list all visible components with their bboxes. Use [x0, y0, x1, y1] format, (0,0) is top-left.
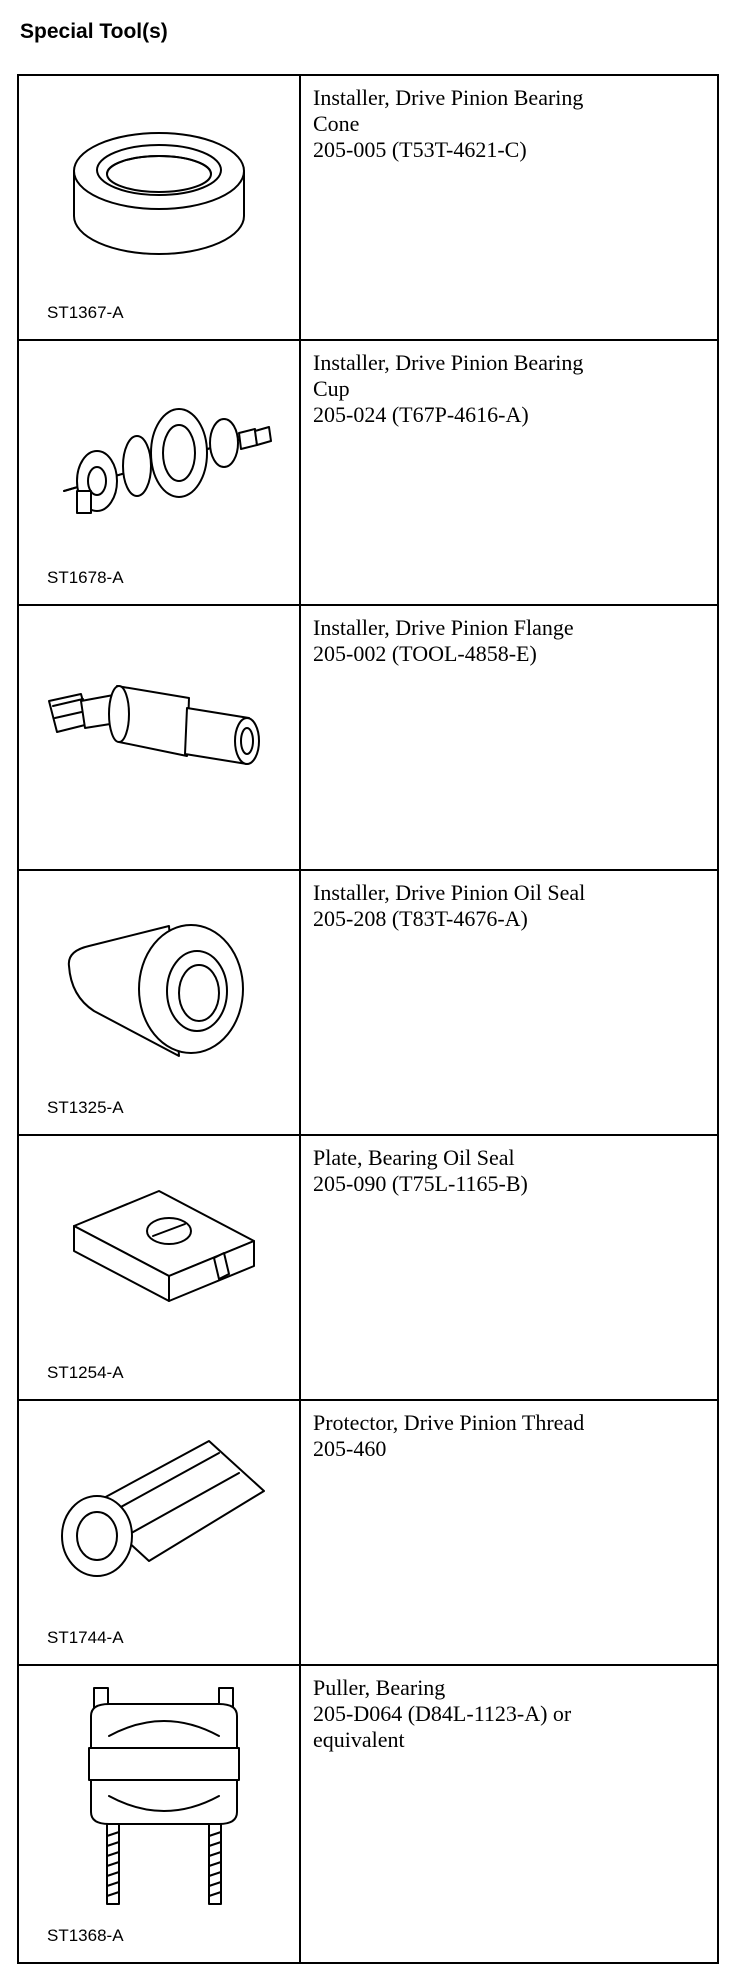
tool-illustration-cell	[18, 340, 300, 605]
tool-row	[18, 75, 718, 340]
page-heading: Special Tool(s)	[20, 20, 168, 43]
tool-image-code: ST1254-A	[47, 1363, 124, 1382]
tool-description	[300, 1400, 718, 1665]
tool-image-code: ST1368-A	[47, 1926, 124, 1945]
tool-description	[300, 75, 718, 340]
tool-image-code: ST1325-A	[47, 1098, 124, 1117]
bearing-puller-icon	[19, 1666, 299, 1926]
special-tools-table	[17, 74, 719, 1964]
tool-description	[300, 1665, 718, 1963]
tool-number: 205-460	[313, 1436, 387, 1461]
tool-row	[18, 605, 718, 870]
cup-installer-icon	[19, 341, 299, 571]
tool-row	[18, 1665, 718, 1963]
tool-number: 205-024 (T67P-4616-A)	[313, 402, 529, 427]
tool-row	[18, 340, 718, 605]
tool-name: Installer, Drive Pinion Oil Seal	[313, 880, 586, 905]
seal-plate-icon	[19, 1136, 299, 1366]
tool-image-code: ST1367-A	[47, 303, 124, 322]
tool-name: Plate, Bearing Oil Seal	[313, 1145, 515, 1170]
tool-name: Installer, Drive Pinion Bearing	[313, 85, 584, 110]
tool-illustration-cell	[18, 1135, 300, 1400]
tool-image-code: ST1678-A	[47, 568, 124, 587]
tool-number: 205-005 (T53T-4621-C)	[313, 137, 527, 162]
tool-illustration-cell	[18, 605, 300, 870]
tool-description	[300, 1135, 718, 1400]
tool-name: Puller, Bearing	[313, 1675, 446, 1700]
ring-installer-icon	[19, 76, 299, 306]
tool-illustration-cell	[18, 1400, 300, 1665]
tool-row	[18, 1400, 718, 1665]
tool-illustration-cell	[18, 75, 300, 340]
tool-number: 205-090 (T75L-1165-B)	[313, 1171, 528, 1196]
tool-description	[300, 340, 718, 605]
tool-description	[300, 605, 718, 870]
tool-name: Protector, Drive Pinion Thread	[313, 1410, 585, 1435]
tool-number-cont: equivalent	[313, 1727, 405, 1752]
tool-name-cont: Cup	[313, 376, 350, 401]
tool-illustration-cell	[18, 1665, 300, 1963]
thread-protector-icon	[19, 1401, 299, 1631]
tool-row	[18, 1135, 718, 1400]
seal-installer-icon	[19, 871, 299, 1101]
tool-name-cont: Cone	[313, 111, 360, 136]
tool-name: Installer, Drive Pinion Flange	[313, 615, 574, 640]
flange-installer-icon	[19, 606, 299, 836]
tool-number: 205-208 (T83T-4676-A)	[313, 906, 528, 931]
tool-image-code: ST1744-A	[47, 1628, 124, 1647]
tool-description	[300, 870, 718, 1135]
tool-number: 205-D064 (D84L-1123-A) or	[313, 1701, 572, 1726]
tool-name: Installer, Drive Pinion Bearing	[313, 350, 584, 375]
tool-number: 205-002 (TOOL-4858-E)	[313, 641, 537, 666]
tool-row	[18, 870, 718, 1135]
tool-illustration-cell	[18, 870, 300, 1135]
